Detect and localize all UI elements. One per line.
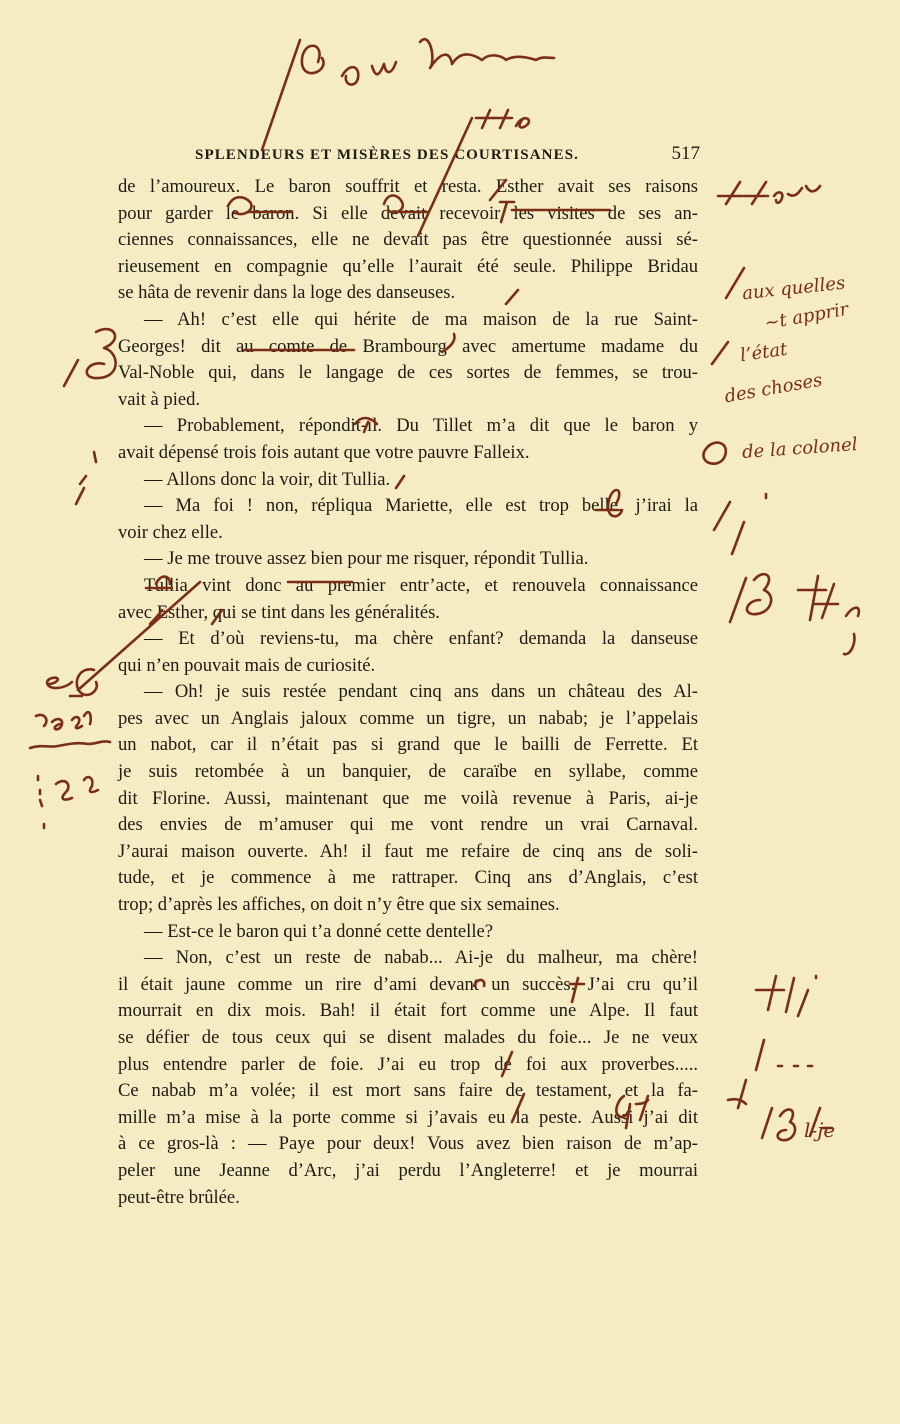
text-line: trop; d’après les affiches, on doit n’y être que six semaines. xyxy=(118,894,560,916)
text-line: Val-Noble qui, dans le langage de ces sortes de femmes, se trou- xyxy=(118,362,698,384)
running-header xyxy=(195,143,700,169)
margin-note-r6: de la colonel xyxy=(741,433,859,464)
text-line: — Ah! c’est elle qui hérite de ma maison de la rue Saint- xyxy=(144,308,698,330)
text-line: se défier de tous ceux qui se disent malades du foie... Je ne veux xyxy=(118,1027,698,1048)
text-line: rieusement en compagnie qu’elle l’aurait été seule. Philippe Bridau xyxy=(118,255,698,277)
text-line: dit Florine. Aussi, maintenant que me voilà revenue à Paris, ai-je xyxy=(118,787,698,809)
text-line: — Probablement, répondit-il. Du Tillet m’a dit que le baron y xyxy=(144,415,698,437)
text-line: à ce gros-là : — Paye pour deux! Vous avez bien raison de m’ap- xyxy=(118,1133,698,1155)
text-line: Ce nabab m’a volée; il est mort sans faire de testament, et la fa- xyxy=(118,1080,698,1102)
margin-note-r13: l-je xyxy=(804,1118,836,1142)
text-line: avait dépensé trois fois autant que votre pauvre Falleix. xyxy=(118,441,530,463)
margin-note-r3: ~t apprir xyxy=(762,298,850,335)
text-line: peler une Jeanne d’Arc, j’ai perdu l’Angleterre! et je mourrai xyxy=(118,1159,698,1181)
text-line: mourrait en dix mois. Bah! il était fort comme une Alpe. Il faut xyxy=(118,1000,698,1022)
text-line: Georges! dit au comte de Brambourg avec amertume madame du xyxy=(118,335,698,357)
text-line: — Ma foi ! non, répliqua Mariette, elle est trop belle, j’irai la xyxy=(144,495,698,517)
text-line: Tullia vint donc au premier entr’acte, et renouvela connaissance xyxy=(144,574,698,596)
text-line: peut-être brûlée. xyxy=(118,1186,240,1208)
text-line: ciennes connaissances, elle ne devait pas être questionnée aussi sé- xyxy=(118,229,698,251)
text-line: des envies de m’amuser qui me vont rendre un vrai Carnaval. xyxy=(118,814,698,836)
text-line: — Oh! je suis restée pendant cinq ans dans un château des Al- xyxy=(144,681,698,703)
text-line: je suis retombée à un banquier, de caraïbe en syllabe, comme xyxy=(118,761,698,783)
text-line: tude, et je commence à me rattraper. Cinq ans d’Anglais, c’est xyxy=(118,867,698,889)
text-line: un nabot, car il n’était pas si grand que le bailli de Ferrette. Et xyxy=(118,734,698,756)
margin-note-r4: l’état xyxy=(738,338,789,367)
text-line: — Non, c’est un reste de nabab... Ai-je du malheur, ma chère! xyxy=(144,947,698,969)
page-number: 517 xyxy=(671,143,700,164)
text-line: pes avec un Anglais jaloux comme un tigre, un nabab; je l’appelais xyxy=(118,707,698,729)
text-line: qui n’en pouvait mais de curiosité. xyxy=(118,654,376,676)
text-line: J’aurai maison ouverte. Ah! il faut me refaire de cinq ans de soli- xyxy=(118,840,698,862)
text-line: avec Esther, qui se tint dans les généralités. xyxy=(118,601,440,623)
body-text xyxy=(118,174,698,1211)
text-line: — Allons donc la voir, dit Tullia. xyxy=(144,468,391,490)
text-line: il était jaune comme un rire d’ami devant un succès. J’ai cru qu’il xyxy=(118,973,698,995)
text-line: de l’amoureux. Le baron souffrit et resta. Esther avait ses raisons xyxy=(118,176,698,197)
text-line: voir chez elle. xyxy=(118,521,223,543)
text-line: vait à pied. xyxy=(118,388,201,410)
text-line: se hâta de revenir dans la loge des danseuses. xyxy=(118,282,456,304)
text-line: mille m’a mise à la porte comme si j’avais eu la peste. Aussi j’ai dit xyxy=(118,1106,698,1128)
text-line: plus entendre parler de foie. J’ai eu trop de foi aux proverbes..... xyxy=(118,1053,698,1075)
text-line: — Est-ce le baron qui t’a donné cette dentelle? xyxy=(144,920,493,942)
running-title: SPLENDEURS ET MISÈRES DES COURTISANES. xyxy=(195,147,580,163)
margin-note-r5: des choses xyxy=(722,369,824,408)
text-line: pour garder le baron. Si elle devait recevoir les visites de ses an- xyxy=(118,202,698,224)
text-line: — Je me trouve assez bien pour me risquer, répondit Tullia. xyxy=(144,548,589,570)
text-line: — Et d’où reviens-tu, ma chère enfant? demanda la danseuse xyxy=(144,628,698,650)
margin-note-r2: aux quelles xyxy=(741,272,847,305)
